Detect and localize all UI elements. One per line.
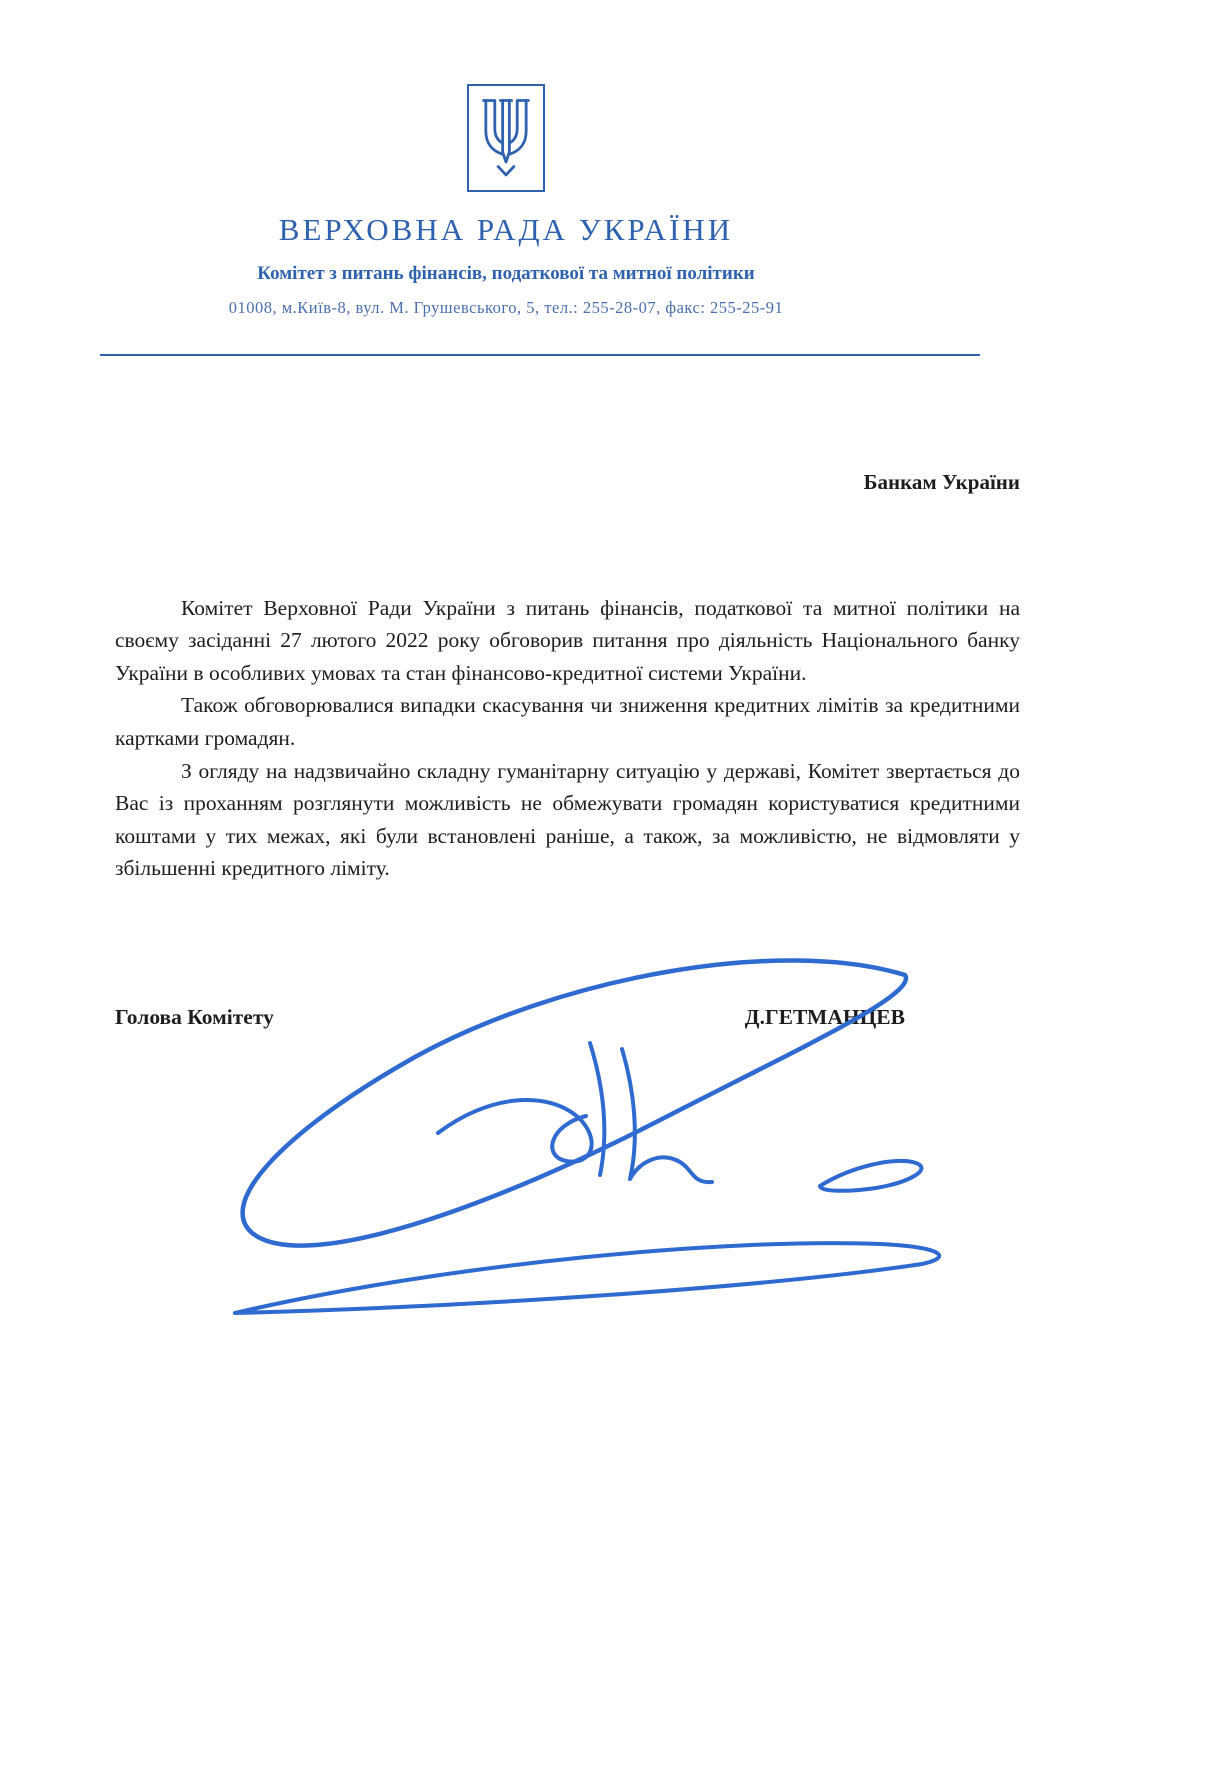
committee-subtitle: Комітет з питань фінансів, податкової та митної політики [257, 263, 755, 284]
signatory-title: Голова Комітету [115, 1004, 274, 1029]
paragraph-3: З огляду на надзвичайно складну гуманітарну ситуацію у державі, Комітет звертається до Вас із проханням розглянути можливість не обмежувати громадян користуватися кредитними коштами у тих межах, які були встановлені раніше, а також, за можливістю, не відмовляти у збільшенні кредитного ліміту. [115, 758, 1020, 881]
emblem-box [467, 84, 545, 192]
addressee: Банкам України [863, 470, 1020, 494]
org-title: ВЕРХОВНА РАДА УКРАЇНИ [278, 212, 734, 247]
paragraph-1: Комітет Верховної Ради України з питань фінансів, податкової та митної політики на своєму засіданні 27 лютого 2022 року обговорив питання про діяльність Національного банку України в особливих умовах та стан фінансово-кредитної системи України. [115, 595, 1020, 685]
signatory-name: Д.ГЕТМАНЦЕВ [744, 1004, 905, 1029]
header-divider [100, 354, 980, 356]
paragraph-2: Також обговорювалися випадки скасування чи зниження кредитних лімітів за кредитними картками громадян. [115, 693, 1020, 750]
letter-body [115, 466, 1020, 1034]
ukraine-trident-icon [478, 96, 534, 180]
signature-row [115, 1001, 1020, 1034]
letterhead [100, 0, 912, 318]
address-line: 01008, м.Київ-8, вул. М. Грушевського, 5, тел.: 255-28-07, факс: 255-25-91 [228, 298, 784, 317]
